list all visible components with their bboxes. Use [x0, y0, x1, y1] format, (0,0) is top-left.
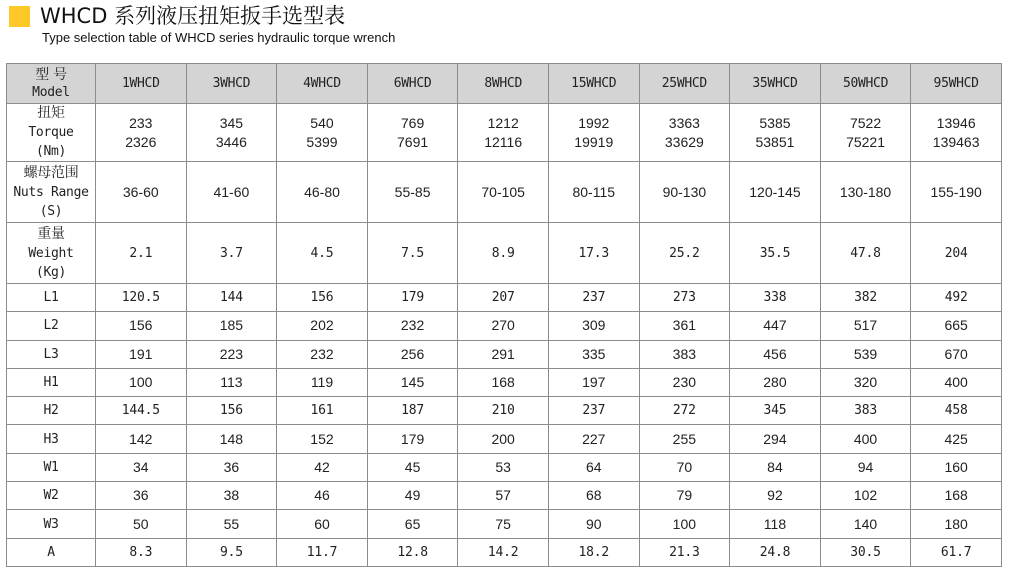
model-label-en: Model: [32, 84, 70, 100]
dimension-cell: 53: [458, 453, 549, 481]
weight-cell: 2.1: [96, 223, 187, 284]
dimension-cell: 400: [820, 425, 911, 453]
dimension-cell: 256: [367, 340, 458, 368]
dimension-cell: 140: [820, 510, 911, 538]
dimension-cell: 665: [911, 312, 1002, 340]
dimension-cell: 517: [820, 312, 911, 340]
torque-cell: [96, 104, 187, 162]
model-header-cell: 3WHCD: [186, 64, 277, 104]
dimension-cell: 70: [639, 453, 730, 481]
model-header-cell: 15WHCD: [548, 64, 639, 104]
model-header-cell: 8WHCD: [458, 64, 549, 104]
torque-cell: [277, 104, 368, 162]
dimension-cell: 156: [96, 312, 187, 340]
weight-cell: 8.9: [458, 223, 549, 284]
table-row-nuts-range: [7, 162, 1002, 223]
dimension-label: L1: [7, 284, 96, 312]
torque-max-value: 53851: [755, 133, 795, 150]
dimension-cell: 42: [277, 453, 368, 481]
table-row-dimension: [7, 340, 1002, 368]
model-header-cell: 95WHCD: [911, 64, 1002, 104]
model-header-cell: 25WHCD: [639, 64, 730, 104]
nuts-range-cell: 120-145: [730, 162, 821, 223]
torque-max-value: 19919: [574, 133, 614, 150]
dimension-cell: 200: [458, 425, 549, 453]
dimension-cell: 145: [367, 368, 458, 396]
dimension-cell: 118: [730, 510, 821, 538]
dimension-cell: 30.5: [820, 538, 911, 566]
dimension-cell: 447: [730, 312, 821, 340]
model-selection-table: [6, 63, 1002, 567]
dimension-cell: 156: [277, 284, 368, 312]
table-row-dimension: [7, 538, 1002, 566]
nuts-range-label-zh: 螺母范围: [23, 164, 79, 181]
dimension-label: H1: [7, 368, 96, 396]
torque-max-value: 7691: [397, 133, 429, 150]
weight-cell: 204: [911, 223, 1002, 284]
dimension-cell: 12.8: [367, 538, 458, 566]
dimension-cell: 425: [911, 425, 1002, 453]
model-header-cell: 50WHCD: [820, 64, 911, 104]
torque-cell: [820, 104, 911, 162]
dimension-cell: 492: [911, 284, 1002, 312]
torque-min-value: 3363: [668, 114, 700, 131]
dimension-cell: 65: [367, 510, 458, 538]
dimension-cell: 179: [367, 284, 458, 312]
dimension-cell: 36: [96, 482, 187, 510]
torque-max-value: 33629: [664, 133, 704, 150]
dimension-cell: 227: [548, 425, 639, 453]
dimension-cell: 191: [96, 340, 187, 368]
model-label-zh: 型 号: [35, 66, 67, 83]
torque-min-value: 540: [310, 114, 334, 131]
dimension-label: A: [7, 538, 96, 566]
model-header-cell: 1WHCD: [96, 64, 187, 104]
table-header-row: [7, 64, 1002, 104]
dimension-cell: 161: [277, 397, 368, 425]
model-header-cell: 6WHCD: [367, 64, 458, 104]
dimension-cell: 338: [730, 284, 821, 312]
dimension-cell: 309: [548, 312, 639, 340]
dimension-cell: 113: [186, 368, 277, 396]
dimension-cell: 237: [548, 397, 639, 425]
nuts-range-cell: 55-85: [367, 162, 458, 223]
torque-cell: [367, 104, 458, 162]
dimension-cell: 75: [458, 510, 549, 538]
nuts-range-cell: 80-115: [548, 162, 639, 223]
dimension-cell: 60: [277, 510, 368, 538]
nuts-range-label: [7, 162, 96, 223]
dimension-cell: 255: [639, 425, 730, 453]
model-header-cell: 4WHCD: [277, 64, 368, 104]
dimension-cell: 291: [458, 340, 549, 368]
dimension-cell: 232: [367, 312, 458, 340]
dimension-cell: 64: [548, 453, 639, 481]
dimension-cell: 237: [548, 284, 639, 312]
torque-label-zh: 扭矩: [37, 105, 65, 121]
dimension-cell: 14.2: [458, 538, 549, 566]
torque-min-value: 5385: [759, 114, 791, 131]
nuts-range-cell: 46-80: [277, 162, 368, 223]
dimension-cell: 335: [548, 340, 639, 368]
torque-min-value: 13946: [936, 114, 976, 131]
torque-min-value: 233: [129, 114, 153, 131]
weight-cell: 35.5: [730, 223, 821, 284]
dimension-cell: 458: [911, 397, 1002, 425]
dimension-cell: 120.5: [96, 284, 187, 312]
dimension-cell: 21.3: [639, 538, 730, 566]
dimension-label: W2: [7, 482, 96, 510]
dimension-cell: 102: [820, 482, 911, 510]
dimension-cell: 84: [730, 453, 821, 481]
dimension-cell: 539: [820, 340, 911, 368]
table-row-dimension: [7, 510, 1002, 538]
torque-label: [7, 104, 96, 162]
table-row-torque: [7, 104, 1002, 162]
nuts-range-cell: 36-60: [96, 162, 187, 223]
nuts-range-label-unit: (S): [39, 203, 63, 219]
nuts-range-cell: 90-130: [639, 162, 730, 223]
dimension-cell: 294: [730, 425, 821, 453]
dimension-cell: 46: [277, 482, 368, 510]
dimension-cell: 272: [639, 397, 730, 425]
torque-max-value: 3446: [215, 133, 247, 150]
model-header-label: [7, 64, 96, 104]
dimension-cell: 383: [820, 397, 911, 425]
dimension-cell: 144.5: [96, 397, 187, 425]
dimension-cell: 119: [277, 368, 368, 396]
table-row-dimension: [7, 368, 1002, 396]
torque-min-value: 769: [400, 114, 425, 131]
dimension-cell: 49: [367, 482, 458, 510]
dimension-cell: 168: [458, 368, 549, 396]
torque-cell: [548, 104, 639, 162]
dimension-cell: 197: [548, 368, 639, 396]
dimension-label: H3: [7, 425, 96, 453]
dimension-cell: 456: [730, 340, 821, 368]
torque-max-value: 12116: [484, 133, 523, 150]
table-row-weight: [7, 223, 1002, 284]
torque-max-value: 2326: [125, 133, 157, 150]
table-row-dimension: [7, 312, 1002, 340]
dimension-cell: 160: [911, 453, 1002, 481]
torque-max-value: 5399: [306, 133, 338, 150]
dimension-cell: 345: [730, 397, 821, 425]
dimension-label: L2: [7, 312, 96, 340]
torque-label-unit: (Nm): [35, 144, 67, 159]
dimension-cell: 361: [639, 312, 730, 340]
torque-cell: [186, 104, 277, 162]
nuts-range-cell: 130-180: [820, 162, 911, 223]
dimension-cell: 382: [820, 284, 911, 312]
weight-label-unit: (Kg): [35, 264, 67, 280]
dimension-cell: 202: [277, 312, 368, 340]
dimension-cell: 152: [277, 425, 368, 453]
dimension-cell: 94: [820, 453, 911, 481]
weight-label-en: Weight: [28, 245, 74, 261]
torque-max-value: 75221: [846, 133, 886, 150]
page-title: WHCD 系列液压扭矩扳手选型表: [40, 4, 346, 28]
dimension-cell: 273: [639, 284, 730, 312]
weight-label: [7, 223, 96, 284]
dimension-cell: 320: [820, 368, 911, 396]
dimension-cell: 61.7: [911, 538, 1002, 566]
dimension-cell: 280: [730, 368, 821, 396]
dimension-label: W1: [7, 453, 96, 481]
dimension-cell: 230: [639, 368, 730, 396]
weight-cell: 17.3: [548, 223, 639, 284]
table-row-dimension: [7, 284, 1002, 312]
dimension-cell: 100: [639, 510, 730, 538]
dimension-label: H2: [7, 397, 96, 425]
dimension-cell: 156: [186, 397, 277, 425]
weight-label-zh: 重量: [37, 225, 65, 242]
model-header-cell: 35WHCD: [730, 64, 821, 104]
dimension-cell: 79: [639, 482, 730, 510]
dimension-cell: 92: [730, 482, 821, 510]
dimension-cell: 185: [186, 312, 277, 340]
torque-min-value: 7522: [849, 114, 882, 131]
dimension-cell: 670: [911, 340, 1002, 368]
dimension-cell: 270: [458, 312, 549, 340]
dimension-cell: 9.5: [186, 538, 277, 566]
torque-cell: [730, 104, 821, 162]
title-accent-box: [9, 6, 30, 27]
dimension-cell: 50: [96, 510, 187, 538]
torque-cell: [911, 104, 1002, 162]
torque-max-value: 139463: [932, 133, 980, 150]
dimension-cell: 18.2: [548, 538, 639, 566]
dimension-cell: 68: [548, 482, 639, 510]
dimension-cell: 223: [186, 340, 277, 368]
nuts-range-cell: 155-190: [911, 162, 1002, 223]
table-row-dimension: [7, 453, 1002, 481]
dimension-cell: 179: [367, 425, 458, 453]
dimension-cell: 148: [186, 425, 277, 453]
dimension-cell: 34: [96, 453, 187, 481]
dimension-cell: 36: [186, 453, 277, 481]
page-header: [8, 2, 998, 48]
dimension-cell: 383: [639, 340, 730, 368]
torque-cell: [639, 104, 730, 162]
dimension-cell: 90: [548, 510, 639, 538]
dimension-cell: 8.3: [96, 538, 187, 566]
dimension-cell: 180: [911, 510, 1002, 538]
weight-cell: 4.5: [277, 223, 368, 284]
nuts-range-cell: 70-105: [458, 162, 549, 223]
dimension-cell: 210: [458, 397, 549, 425]
table-row-dimension: [7, 397, 1002, 425]
nuts-range-label-en: Nuts Range: [13, 184, 89, 200]
nuts-range-cell: 41-60: [186, 162, 277, 223]
table-row-dimension: [7, 482, 1002, 510]
dimension-cell: 100: [96, 368, 187, 396]
weight-cell: 7.5: [367, 223, 458, 284]
dimension-cell: 45: [367, 453, 458, 481]
weight-cell: 47.8: [820, 223, 911, 284]
dimension-cell: 400: [911, 368, 1002, 396]
dimension-cell: 38: [186, 482, 277, 510]
dimension-cell: 168: [911, 482, 1002, 510]
dimension-cell: 144: [186, 284, 277, 312]
dimension-label: L3: [7, 340, 96, 368]
dimension-cell: 187: [367, 397, 458, 425]
torque-min-value: 345: [219, 114, 244, 131]
weight-cell: 3.7: [186, 223, 277, 284]
dimension-cell: 207: [458, 284, 549, 312]
torque-cell: [458, 104, 549, 162]
dimension-cell: 24.8: [730, 538, 821, 566]
dimension-cell: 11.7: [277, 538, 368, 566]
dimension-cell: 57: [458, 482, 549, 510]
dimension-cell: 55: [186, 510, 277, 538]
weight-cell: 25.2: [639, 223, 730, 284]
dimension-cell: 142: [96, 425, 187, 453]
page-subtitle: Type selection table of WHCD series hydraulic torque wrench: [42, 30, 396, 45]
dimension-label: W3: [7, 510, 96, 538]
torque-min-value: 1992: [578, 114, 610, 131]
torque-min-value: 1212: [487, 114, 519, 131]
table-row-dimension: [7, 425, 1002, 453]
dimension-cell: 232: [277, 340, 368, 368]
torque-label-en: Torque: [28, 125, 74, 140]
